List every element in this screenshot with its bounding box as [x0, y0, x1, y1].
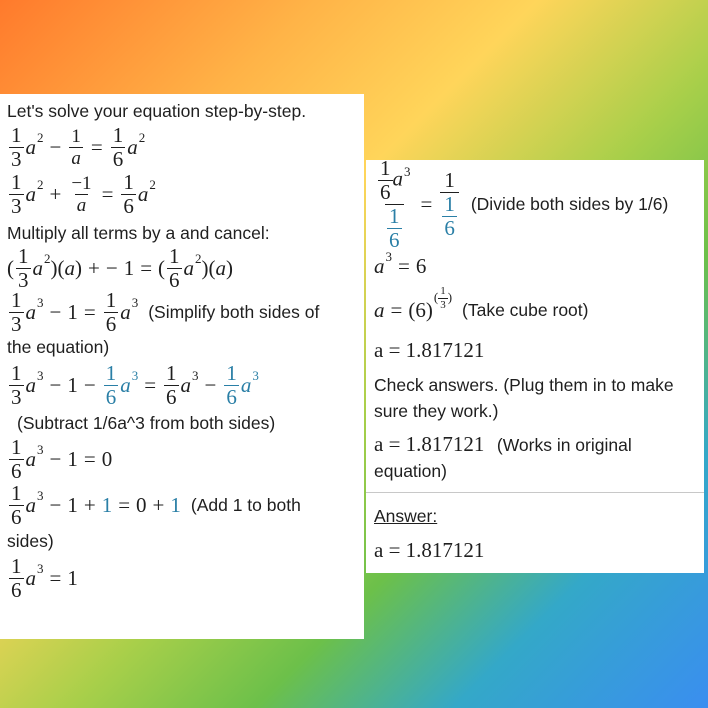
equation-subtract: $\frac{1}{3}$ a 3 − 1 − $\frac{1}{6}$ a 3 = $\frac{1}{6}$ a 3 − $\frac{1}{6}$ a 3	[11, 360, 259, 409]
subtract-note: (Subtract 1/6a^3 from both sides)	[17, 413, 276, 433]
equation-multiplied: ( $\frac{1}{3}$ a 2 )( a ) + − 1 = ( $\frac{1}{6}$ a 2 )( a )	[7, 243, 234, 292]
works-line	[374, 432, 700, 484]
multiply-text: Multiply all terms by a and cancel:	[7, 223, 270, 243]
equation-a-cubed: a 3 = 6	[374, 249, 427, 278]
equation-final-left: $\frac{1}{6}$ a 3 = 1	[11, 553, 78, 602]
answer-value: a = 1.817121	[374, 537, 485, 562]
equation-cube-root: a = (6) ( $\frac{1}{3}$ ) (Take cube root)	[374, 284, 589, 322]
equation-add-one: $\frac{1}{6}$ a 3 − 1 + 1 = 0 + 1 (Add 1 to both	[11, 480, 301, 529]
simplify-note: (Simplify both sides of	[148, 301, 320, 322]
divide-note: (Divide both sides by 1/6)	[470, 193, 669, 214]
check-text: Check answers. (Plug them in to make sure they work.)	[374, 375, 674, 421]
works-value: a = 1.817121	[374, 432, 485, 456]
equation-simplified: $\frac{1}{3}$ a 3 − 1 = $\frac{1}{6}$ a 3 (Simplify both sides of	[11, 287, 320, 336]
intro-text: Let's solve your equation step-by-step.	[7, 101, 307, 121]
equation-result-zero: $\frac{1}{6}$ a 3 − 1 = 0	[11, 434, 113, 483]
add-note-continued: sides)	[7, 531, 54, 551]
equation-rewritten: $\frac{1}{3}$ a 2 + $\frac{-1}{a}$ = $\frac{1}{6}$ a 2	[11, 169, 156, 218]
divider	[366, 492, 704, 493]
result-value: a = 1.817121	[374, 337, 485, 362]
solution-panel-left	[0, 94, 364, 639]
solution-panel-right	[366, 155, 704, 573]
simplify-note-continued: the equation)	[7, 337, 110, 357]
answer-label: Answer:	[374, 506, 438, 526]
add-note: (Add 1 to both	[190, 494, 301, 515]
equation-original: $\frac{1}{3}$ a 2 − $\frac{1}{a}$ = $\frac{1}{6}$ a 2	[11, 122, 146, 171]
equation-divide: $\frac{1}{6}$ $a^3$ $\frac{1}{6}$ = $\frac{1}{\frac{1}{6}}$ (Divide both sides by 1/6)	[380, 155, 669, 252]
works-note: (Works in original equation)	[374, 435, 632, 481]
cuberoot-note: (Take cube root)	[462, 299, 589, 320]
